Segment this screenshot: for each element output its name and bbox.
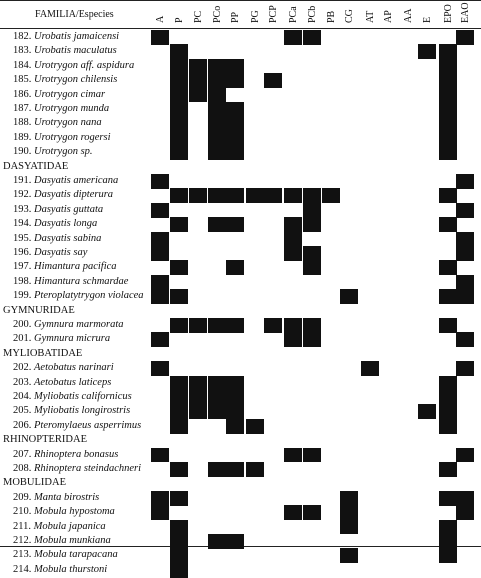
column-header: PCa xyxy=(288,6,299,23)
presence-cell xyxy=(303,318,321,333)
top-rule xyxy=(0,0,481,1)
presence-cell xyxy=(170,548,188,563)
presence-cell xyxy=(151,174,169,189)
presence-cell xyxy=(208,390,226,405)
species-label xyxy=(13,190,113,201)
species-number: 192. xyxy=(13,189,32,201)
species-name: Aetobatus laticeps xyxy=(34,376,112,388)
species-label xyxy=(13,536,111,547)
presence-cell xyxy=(226,116,244,131)
species-label xyxy=(13,421,141,432)
presence-cell xyxy=(189,88,207,103)
presence-cell xyxy=(170,217,188,232)
species-number: 200. xyxy=(13,319,32,330)
species-name: Urotrygon nana xyxy=(34,117,102,129)
presence-cell xyxy=(303,260,321,275)
presence-cell xyxy=(170,491,188,506)
species-label xyxy=(13,277,128,288)
species-number: 182. xyxy=(13,31,32,42)
column-header: PP xyxy=(230,11,241,23)
species-label xyxy=(13,507,115,518)
header-rule xyxy=(0,28,481,29)
presence-cell xyxy=(151,448,169,463)
presence-cell xyxy=(226,188,244,203)
presence-cell xyxy=(226,260,244,275)
presence-cell xyxy=(284,246,302,261)
column-header: AT xyxy=(365,10,376,23)
species-number: 205. xyxy=(13,405,32,417)
species-label xyxy=(13,90,105,101)
presence-cell xyxy=(303,505,321,520)
presence-cell xyxy=(208,217,226,232)
presence-cell xyxy=(439,548,457,563)
presence-cell xyxy=(151,275,169,290)
species-label xyxy=(13,464,141,475)
column-header: PG xyxy=(250,10,261,23)
species-label xyxy=(13,176,118,187)
species-label xyxy=(13,320,124,331)
presence-cell xyxy=(284,318,302,333)
presence-cell xyxy=(264,318,282,333)
species-label xyxy=(13,262,117,273)
presence-cell xyxy=(208,59,226,74)
column-header: E xyxy=(422,16,433,23)
presence-cell xyxy=(456,30,474,45)
presence-cell xyxy=(208,145,226,160)
column-header: PB xyxy=(326,10,337,23)
presence-cell xyxy=(151,289,169,304)
presence-cell xyxy=(264,73,282,88)
presence-cell xyxy=(151,361,169,376)
presence-cell xyxy=(226,59,244,74)
species-name: Dasyatis dipterura xyxy=(34,189,114,201)
presence-cell xyxy=(189,318,207,333)
column-header: AP xyxy=(383,10,394,23)
species-name: Dasyatis americana xyxy=(34,175,119,186)
presence-cell xyxy=(170,289,188,304)
species-label xyxy=(13,75,117,86)
presence-cell xyxy=(170,462,188,477)
presence-cell xyxy=(208,462,226,477)
species-name: Mobula tarapacana xyxy=(34,549,118,561)
species-name: Urobatis maculatus xyxy=(34,45,117,57)
species-label xyxy=(13,46,117,57)
presence-cell xyxy=(456,246,474,261)
presence-cell xyxy=(170,419,188,434)
presence-cell xyxy=(418,44,436,59)
species-name: Urotrygon cimar xyxy=(34,88,106,100)
presence-cell xyxy=(439,44,457,59)
species-name: Himantura schmardae xyxy=(34,275,129,287)
species-name: Dasyatis longa xyxy=(34,218,98,230)
species-number: 185. xyxy=(13,74,32,86)
presence-cell xyxy=(170,534,188,549)
presence-cell xyxy=(439,376,457,391)
presence-cell xyxy=(151,232,169,247)
presence-cell xyxy=(170,44,188,59)
species-number: 213. xyxy=(13,549,32,561)
presence-cell xyxy=(439,390,457,405)
presence-cell xyxy=(439,73,457,88)
presence-cell xyxy=(439,491,457,506)
species-name: Myliobatis longirostris xyxy=(34,405,131,417)
presence-cell xyxy=(456,232,474,247)
presence-cell xyxy=(226,390,244,405)
presence-cell xyxy=(170,318,188,333)
presence-cell xyxy=(439,318,457,333)
column-header: PCo xyxy=(212,5,223,23)
species-number: 193. xyxy=(13,203,32,215)
species-name: Mobula japanica xyxy=(33,520,106,532)
presence-cell xyxy=(226,102,244,117)
species-label xyxy=(13,61,134,72)
presence-cell xyxy=(439,419,457,434)
presence-cell xyxy=(151,332,169,347)
presence-cell xyxy=(418,404,436,419)
family-label: RHINOPTERIDAE xyxy=(3,434,87,446)
species-number: 199. xyxy=(13,290,32,302)
species-name: Rhinoptera steindachneri xyxy=(34,463,142,474)
species-name: Dasyatis sabina xyxy=(34,232,102,244)
presence-cell xyxy=(208,73,226,88)
presence-cell xyxy=(170,376,188,391)
presence-cell xyxy=(439,217,457,232)
presence-cell xyxy=(189,59,207,74)
presence-cell xyxy=(456,289,474,304)
species-name: Mobula thurstoni xyxy=(34,563,108,575)
column-header: PCP xyxy=(268,5,279,23)
presence-cell xyxy=(439,404,457,419)
species-name: Gymnura marmorata xyxy=(34,319,124,330)
species-number: 189. xyxy=(13,131,32,143)
presence-cell xyxy=(340,520,358,535)
presence-cell xyxy=(439,116,457,131)
presence-cell xyxy=(246,462,264,477)
presence-cell xyxy=(170,260,188,275)
presence-cell xyxy=(170,390,188,405)
presence-cell xyxy=(439,260,457,275)
species-name: Rhinoptera bonasus xyxy=(34,448,119,460)
presence-cell xyxy=(170,188,188,203)
species-name: Himantura pacifica xyxy=(34,261,117,273)
species-name: Pteroplatytrygon violacea xyxy=(34,290,144,302)
species-name: Manta birostris xyxy=(34,491,100,503)
presence-cell xyxy=(151,203,169,218)
species-number: 211. xyxy=(13,520,31,532)
species-label xyxy=(13,234,101,245)
species-number: 210. xyxy=(13,506,32,518)
presence-cell xyxy=(439,145,457,160)
presence-cell xyxy=(284,505,302,520)
presence-cell xyxy=(208,376,226,391)
presence-cell xyxy=(208,188,226,203)
presence-cell xyxy=(303,203,321,218)
species-number: 212. xyxy=(13,535,32,546)
presence-cell xyxy=(208,88,226,103)
presence-cell xyxy=(208,116,226,131)
presence-cell xyxy=(284,332,302,347)
species-label xyxy=(13,248,87,259)
presence-cell xyxy=(189,390,207,405)
presence-cell xyxy=(456,174,474,189)
species-number: 214. xyxy=(13,563,32,575)
column-header: EAO xyxy=(460,2,471,23)
species-number: 203. xyxy=(13,376,32,388)
species-name: Pteromylaeus asperrimus xyxy=(34,419,142,431)
presence-cell xyxy=(226,318,244,333)
presence-cell xyxy=(189,376,207,391)
species-number: 209. xyxy=(13,491,32,503)
species-number: 190. xyxy=(13,146,32,158)
presence-cell xyxy=(170,88,188,103)
species-label xyxy=(13,291,144,302)
presence-cell xyxy=(303,448,321,463)
presence-cell xyxy=(208,102,226,117)
presence-cell xyxy=(226,534,244,549)
presence-cell xyxy=(322,188,340,203)
species-label xyxy=(13,118,102,129)
species-label xyxy=(13,334,110,345)
family-species-header: FAMILIA/Especies xyxy=(35,9,114,20)
species-number: 198. xyxy=(13,275,32,287)
species-number: 194. xyxy=(13,218,32,230)
species-number: 186. xyxy=(13,88,32,100)
presence-cell xyxy=(439,102,457,117)
family-label: MOBULIDAE xyxy=(3,477,66,489)
species-name: Gymnura micrura xyxy=(34,333,111,345)
presence-cell xyxy=(151,246,169,261)
presence-cell xyxy=(226,217,244,232)
presence-cell xyxy=(170,131,188,146)
species-label xyxy=(13,450,118,461)
column-header: A xyxy=(155,15,166,23)
presence-cell xyxy=(456,491,474,506)
presence-cell xyxy=(439,462,457,477)
presence-cell xyxy=(456,332,474,347)
presence-cell xyxy=(246,188,264,203)
species-label xyxy=(13,493,99,504)
species-label xyxy=(13,565,107,576)
family-label: DASYATIDAE xyxy=(3,160,69,172)
species-number: 197. xyxy=(13,261,32,273)
column-header: PC xyxy=(193,10,204,23)
species-name: Dasyatis guttata xyxy=(34,203,104,215)
presence-cell xyxy=(284,217,302,232)
species-name: Urotrygon chilensis xyxy=(34,74,118,86)
column-header: CG xyxy=(344,9,355,23)
presence-cell xyxy=(226,419,244,434)
species-label xyxy=(13,392,132,403)
species-name: Myliobatis californicus xyxy=(34,391,132,402)
species-name: Urotrygon aff. aspidura xyxy=(34,59,135,71)
species-name: Urotrygon munda xyxy=(34,103,110,114)
presence-cell xyxy=(284,30,302,45)
presence-cell xyxy=(456,448,474,463)
family-label: MYLIOBATIDAE xyxy=(3,347,83,359)
column-header: P xyxy=(174,17,185,23)
presence-cell xyxy=(340,491,358,506)
species-name: Urotrygon sp. xyxy=(34,146,93,158)
presence-cell xyxy=(151,505,169,520)
presence-cell xyxy=(284,448,302,463)
presence-cell xyxy=(170,59,188,74)
species-label xyxy=(13,363,114,374)
species-label xyxy=(13,219,97,230)
species-label xyxy=(13,205,103,216)
presence-cell xyxy=(226,73,244,88)
presence-cell xyxy=(456,203,474,218)
presence-cell xyxy=(170,102,188,117)
presence-cell xyxy=(303,332,321,347)
presence-cell xyxy=(189,73,207,88)
presence-cell xyxy=(170,520,188,535)
presence-cell xyxy=(264,188,282,203)
species-label xyxy=(13,378,111,389)
species-number: 196. xyxy=(13,247,32,258)
presence-cell xyxy=(439,188,457,203)
species-number: 202. xyxy=(13,362,32,374)
column-header: AA xyxy=(403,8,414,23)
presence-cell xyxy=(170,563,188,578)
species-number: 206. xyxy=(13,419,32,431)
species-label xyxy=(13,522,106,533)
presence-cell xyxy=(151,30,169,45)
species-number: 207. xyxy=(13,448,32,460)
presence-cell xyxy=(208,318,226,333)
species-number: 184. xyxy=(13,59,32,71)
presence-cell xyxy=(456,505,474,520)
presence-cell xyxy=(303,30,321,45)
presence-cell xyxy=(284,232,302,247)
presence-cell xyxy=(151,491,169,506)
presence-cell xyxy=(189,404,207,419)
species-number: 183. xyxy=(13,45,32,57)
presence-cell xyxy=(226,462,244,477)
presence-cell xyxy=(439,534,457,549)
presence-cell xyxy=(189,188,207,203)
species-number: 187. xyxy=(13,103,32,114)
species-number: 201. xyxy=(13,333,32,345)
presence-cell xyxy=(340,505,358,520)
column-header: EPO xyxy=(443,4,454,23)
presence-cell xyxy=(226,376,244,391)
presence-cell xyxy=(439,289,457,304)
presence-cell xyxy=(226,404,244,419)
presence-cell xyxy=(226,145,244,160)
species-name: Urobatis jamaicensi xyxy=(34,31,120,42)
presence-cell xyxy=(439,88,457,103)
species-number: 195. xyxy=(13,232,32,244)
presence-cell xyxy=(226,131,244,146)
presence-cell xyxy=(439,59,457,74)
species-label xyxy=(13,406,130,417)
presence-cell xyxy=(284,188,302,203)
presence-cell xyxy=(170,73,188,88)
column-header: PCb xyxy=(307,5,318,23)
presence-cell xyxy=(439,520,457,535)
presence-cell xyxy=(439,131,457,146)
family-label: GYMNURIDAE xyxy=(3,304,75,316)
presence-cell xyxy=(208,534,226,549)
species-number: 204. xyxy=(13,391,32,402)
species-name: Aetobatus narinari xyxy=(34,362,114,374)
species-label xyxy=(13,104,109,115)
presence-cell xyxy=(303,217,321,232)
species-number: 208. xyxy=(13,463,32,474)
species-label xyxy=(13,147,93,158)
presence-cell xyxy=(208,404,226,419)
species-number: 188. xyxy=(13,117,32,129)
species-name: Dasyatis say xyxy=(34,247,88,258)
presence-cell xyxy=(456,361,474,376)
presence-cell xyxy=(303,246,321,261)
presence-cell xyxy=(303,188,321,203)
presence-cell xyxy=(361,361,379,376)
presence-cell xyxy=(340,548,358,563)
presence-cell xyxy=(456,275,474,290)
species-label xyxy=(13,133,111,144)
presence-cell xyxy=(170,404,188,419)
species-name: Mobula hypostoma xyxy=(34,506,115,518)
presence-cell xyxy=(170,116,188,131)
species-number: 191. xyxy=(13,175,32,186)
presence-cell xyxy=(170,145,188,160)
presence-cell xyxy=(340,289,358,304)
species-label xyxy=(13,550,118,561)
species-name: Urotrygon rogersi xyxy=(34,131,111,143)
species-label xyxy=(13,32,119,43)
presence-cell xyxy=(246,419,264,434)
species-name: Mobula munkiana xyxy=(34,535,111,546)
presence-cell xyxy=(208,131,226,146)
